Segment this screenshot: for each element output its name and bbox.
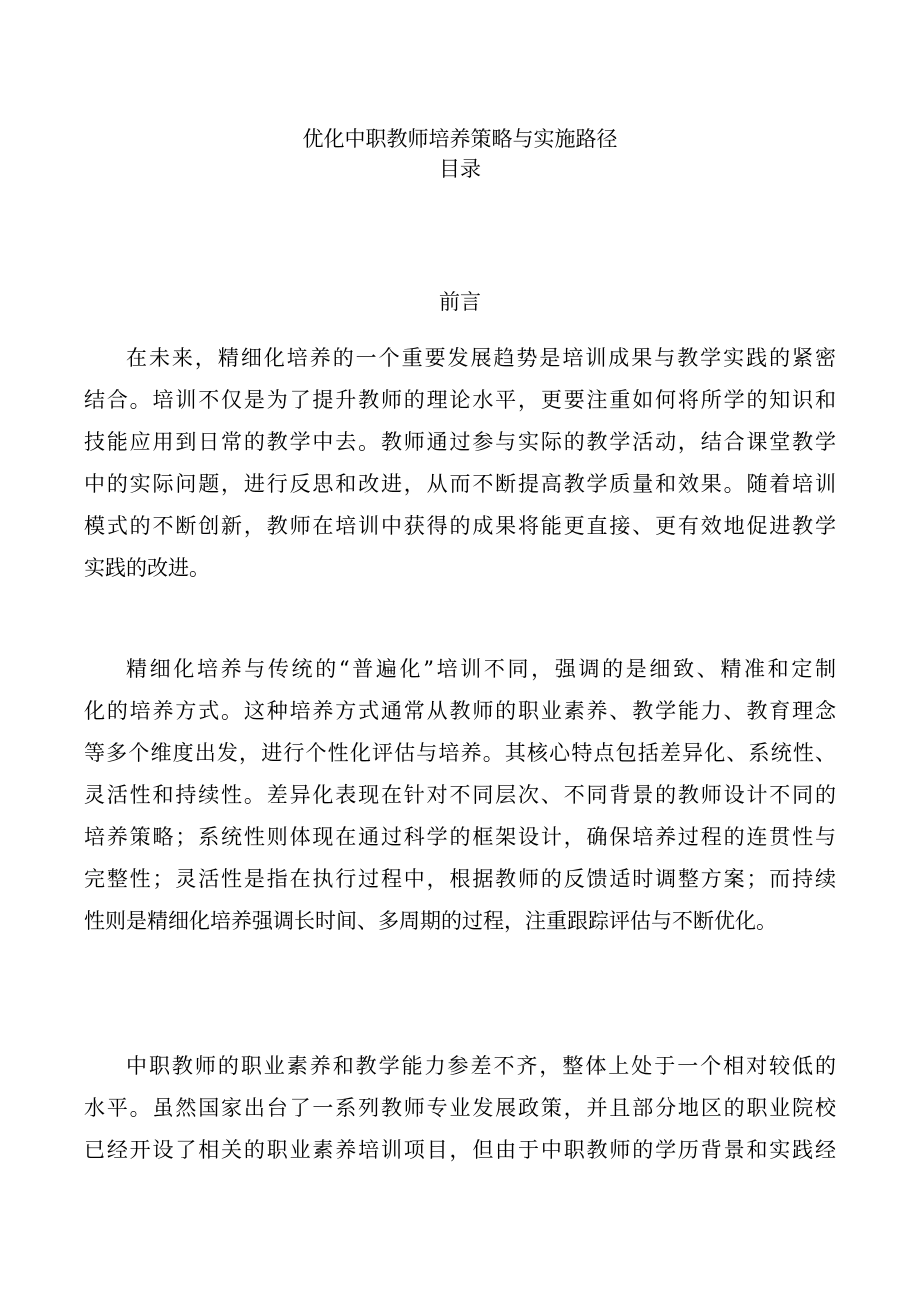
paragraph-line: 实践的改进。 xyxy=(84,556,210,580)
paragraph-2 xyxy=(84,648,836,942)
paragraph-3 xyxy=(84,1045,836,1171)
paragraph-line: 中的实际问题，进行反思和改进，从而不断提高教学质量和效果。随着培训 xyxy=(84,472,836,496)
paragraph-line: 完整性；灵活性是指在执行过程中，根据教师的反馈适时调整方案；而持续 xyxy=(84,867,836,891)
paragraph-line: 性则是精细化培养强调长时间、多周期的过程，注重跟踪评估与不断优化。 xyxy=(84,909,777,933)
paragraph-line: 精细化培养与传统的“普遍化”培训不同，强调的是细致、精准和定制 xyxy=(126,657,836,681)
paragraph-line: 结合。培训不仅是为了提升教师的理论水平，更要注重如何将所学的知识和 xyxy=(84,388,836,412)
paragraph-line: 灵活性和持续性。差异化表现在针对不同层次、不同背景的教师设计不同的 xyxy=(84,783,836,807)
document-title: 优化中职教师培养策略与实施路径 xyxy=(302,127,618,151)
paragraph-line: 水平。虽然国家出台了一系列教师专业发展政策，并且部分地区的职业院校 xyxy=(84,1096,836,1120)
paragraph-line: 技能应用到日常的教学中去。教师通过参与实际的教学活动，结合课堂教学 xyxy=(84,430,836,454)
section-heading-preface: 前言 xyxy=(439,290,481,314)
paragraph-line: 模式的不断创新，教师在培训中获得的成果将能更直接、更有效地促进教学 xyxy=(84,514,836,538)
paragraph-line: 化的培养方式。这种培养方式通常从教师的职业素养、教学能力、教育理念 xyxy=(84,699,836,723)
paragraph-1 xyxy=(84,337,836,589)
paragraph-line: 在未来，精细化培养的一个重要发展趋势是培训成果与教学实践的紧密 xyxy=(126,346,836,370)
paragraph-line: 中职教师的职业素养和教学能力参差不齐，整体上处于一个相对较低的 xyxy=(126,1054,836,1078)
paragraph-line: 已经开设了相关的职业素养培训项目，但由于中职教师的学历背景和实践经 xyxy=(84,1138,836,1162)
paragraph-line: 培养策略；系统性则体现在通过科学的框架设计，确保培养过程的连贯性与 xyxy=(84,825,836,849)
paragraph-line: 等多个维度出发，进行个性化评估与培养。其核心特点包括差异化、系统性、 xyxy=(84,741,836,765)
toc-heading: 目录 xyxy=(439,157,481,181)
